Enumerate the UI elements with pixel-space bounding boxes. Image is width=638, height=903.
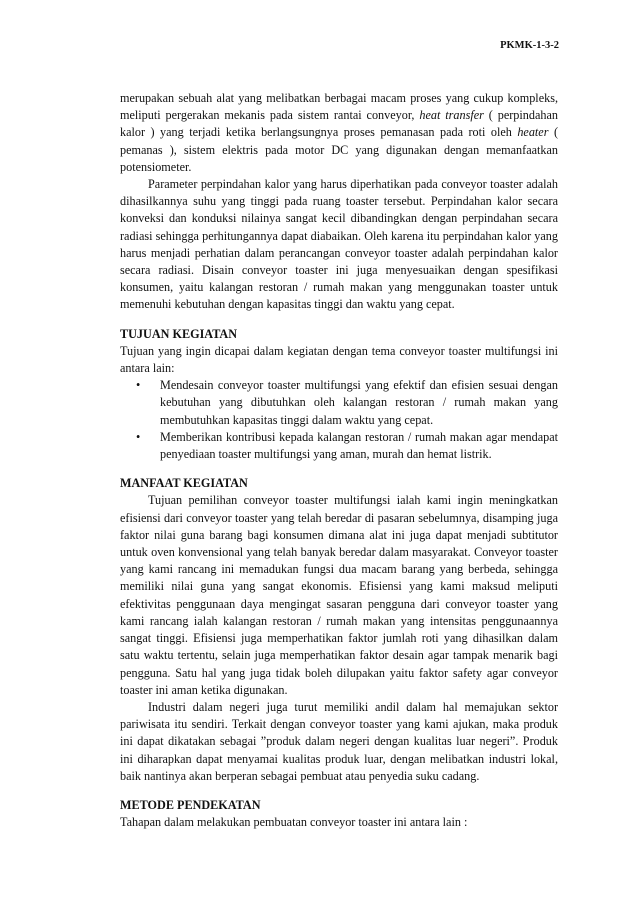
intro-text-b: ( perpindahan kalor ) yang terjadi ketika berlangsungnya proses pemanasan pada roti oleh	[120, 108, 558, 140]
metode-heading: METODE PENDEKATAN	[120, 797, 261, 812]
intro-text-a: merupakan sebuah alat yang melibatkan berbagai macam proses yang cukup kompleks, meliputi pergerakan mekanis pada sistem rantai conveyor,	[120, 91, 558, 123]
metode-intro: Tahapan dalam melakukan pembuatan conveyor toaster ini antara lain :	[120, 815, 468, 830]
tujuan-list	[120, 377, 558, 463]
manfaat-heading: MANFAAT KEGIATAN	[120, 476, 248, 491]
page-code: PKMK-1-3-2	[500, 40, 559, 51]
term-heat-transfer: heat transfer	[419, 108, 484, 123]
list-item: • Memberikan kontribusi kepada kalangan restoran / rumah makan agar mendapat penyediaan toaster multifungsi yang aman, murah dan hemat listrik.	[160, 429, 558, 463]
list-item: • Mendesain conveyor toaster multifungsi yang efektif dan efisien sesuai dengan kebutuhan yang dibutuhkan oleh kalangan restoran / rumah makan yang membutuhkan kapasitas tinggi dalam waktu yang cepat.	[160, 377, 558, 429]
parameter-paragraph: Parameter perpindahan kalor yang harus diperhatikan pada conveyor toaster adalah dihasilkannya suhu yang tinggi pada ruang toaster tersebut. Perpindahan kalor secara konveksi dan konduksi nilainya sangat kecil dibandingkan dengan perpindahan secara radiasi sehingga perhitungannya dapat diabaikan. Oleh karena itu perpindahan kalor yang harus menjadi perhatian dalam perancangan conveyor toaster adalah perpindahan kalor secara radiasi. Disain conveyor toaster ini juga menyesuaikan dengan spesifikasi konsumen, yaitu kalangan restoran / rumah makan yang menggunakan toaster untuk memenuhi kebutuhan dengan kapasitas tinggi dan waktu yang cepat.	[120, 177, 558, 312]
intro-paragraph	[120, 90, 558, 176]
tujuan-intro: Tujuan yang ingin dicapai dalam kegiatan dengan tema conveyor toaster multifungsi ini antara lain:	[120, 343, 558, 376]
document-body	[120, 90, 558, 831]
manfaat-paragraph-2: Industri dalam negeri juga turut memiliki andil dalam hal memajukan sektor pariwisata itu sendiri. Terkait dengan conveyor toaster yang kami ajukan, maka produk ini dapat dikatakan sebagai ”produk dalam negeri dengan kualitas luar negeri”. Produk ini diharapkan dapat menyamai kualitas produk luar, dengan melibatkan industri lokal, baik nantinya akan berperan sebagai pembuat atau penyedia suku cadang.	[120, 699, 558, 783]
intro-text-c: ( pemanas ), sistem elektris pada motor DC yang digunakan dengan memanfaatkan potensiometer.	[120, 125, 559, 174]
term-heater: heater	[517, 125, 549, 140]
manfaat-paragraph-1: Tujuan pemilihan conveyor toaster multifungsi ialah kami ingin meningkatkan efisiensi dari conveyor toaster yang telah beredar di pasaran sebelumnya, disamping juga faktor nilai guna barang bagi konsumen dimana alat ini juga dapat menjadi subtitutor untuk oven konvensional yang telah banyak beredar dalam masyarakat. Conveyor toaster yang kami rancang ini memadukan fungsi dua macam barang yang berbeda, sehingga memiliki nilai guna yang sangat ekonomis. Efisiensi yang kami maksud meliputi efektivitas penggunaan daya mengingat sasaran pengguna dari conveyor toaster yang kami rancang ialah kalangan restoran / rumah makan yang intensitas penggunaannya sangat tinggi. Efisiensi juga memperhatikan faktor jumlah roti yang dihasilkan dalam satu waktu tertentu, selain juga memperhatikan faktor desain agar tampak menarik bagi pengguna. Satu hal yang juga tidak boleh dilupakan yaitu faktor safety agar conveyor toaster ini aman ketika digunakan.	[120, 493, 558, 697]
tujuan-heading: TUJUAN KEGIATAN	[120, 326, 238, 341]
